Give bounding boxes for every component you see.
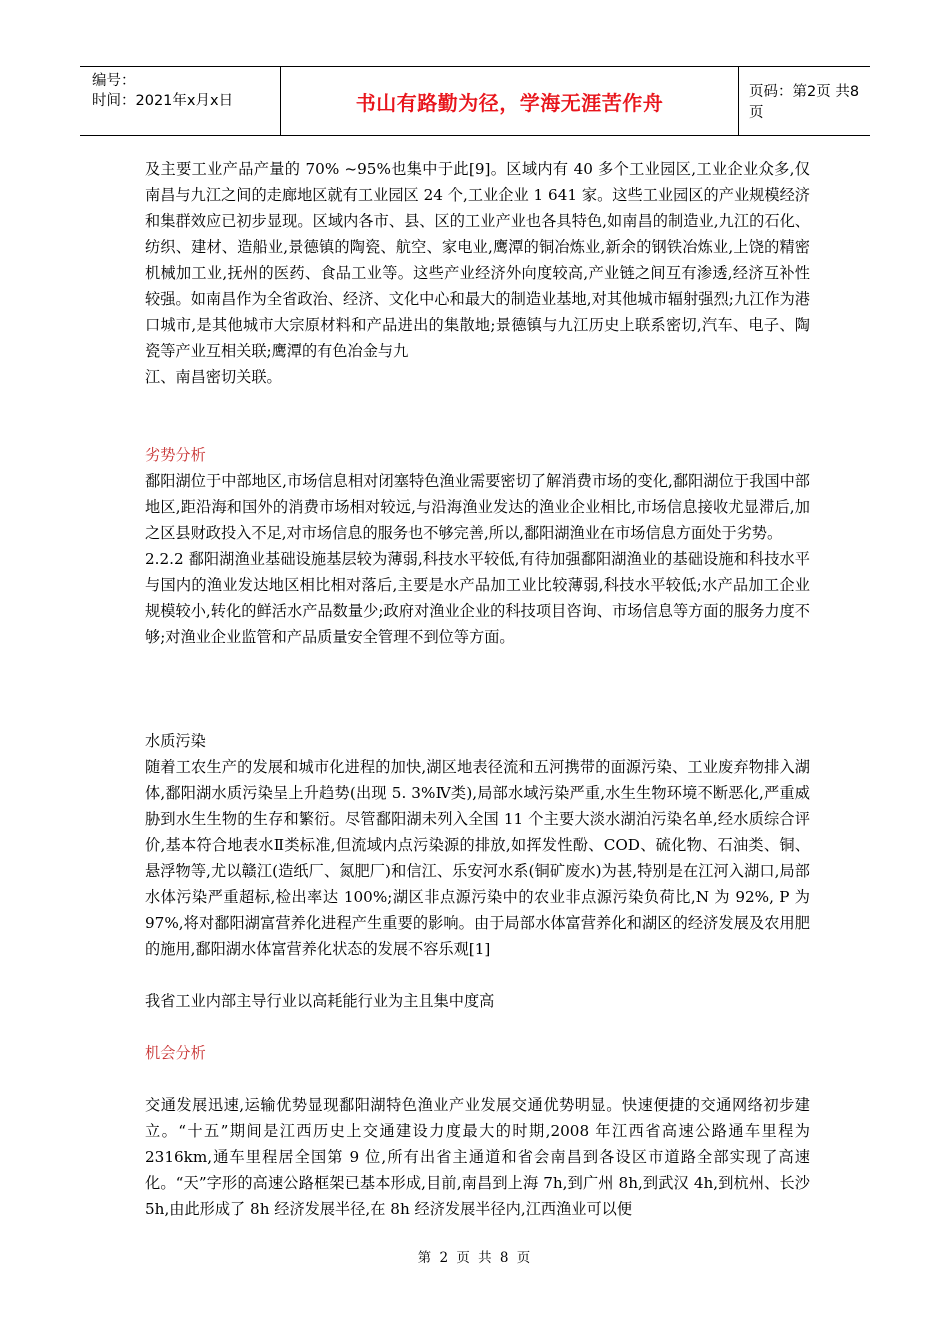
- header-motto: 书山有路勤为径，学海无涯苦作舟: [355, 90, 664, 115]
- header-page-cell: [739, 67, 870, 135]
- page-header-table: [80, 66, 870, 136]
- header-motto-cell: [281, 67, 739, 135]
- section-heading-water-pollution: 水质污染: [145, 732, 206, 750]
- section-heading-weakness: 劣势分析: [145, 446, 206, 464]
- document-date-label: 时间：2021年x月x日: [92, 93, 234, 109]
- document-body: [145, 156, 810, 1222]
- paragraph-industry-energy: 我省工业内部主导行业以高耗能行业为主且集中度高: [145, 992, 495, 1010]
- paragraph-industry: 及主要工业产品产量的 70% ~95%也集中于此[9]。区域内有 40 多个工业园区,工业企业众多,仅南昌与九江之间的走廊地区就有工业园区 24 个,工业企业 1 641 家。这些工业园区的产业规模经济和集群效应已初步显现。区域内各市、县、区的工业产业也各具特色,如南昌的制造业,九江的石化、纺织、建材、造船业,景德镇的陶瓷、航空、家电业,鹰潭的铜冶炼业,新余的钢铁冶炼业,上饶的精密机械加工业,抚州的医药、食品工业等。这些产业经济外向度较高,产业链之间互有渗透,经济互补性较强。如南昌作为全省政治、经济、文化中心和最大的制造业基地,对其他城市辐射强烈;九江作为港口城市,是其他城市大宗原材料和产品进出的集散地;景德镇与九江历史上联系密切,汽车、电子、陶瓷等产业互相关联;鹰潭的有色冶金与九: [145, 160, 810, 360]
- paragraph-infrastructure: 2.2.2 鄱阳湖渔业基础设施基层较为薄弱,科技水平较低,有待加强鄱阳湖渔业的基础设施和科技水平与国内的渔业发达地区相比相对落后,主要是水产品加工业比较薄弱,科技水平较低;水产品加工企业规模较小,转化的鲜活水产品数量少;政府对渔业企业的科技项目咨询、市场信息等方面的服务力度不够;对渔业企业监管和产品质量安全管理不到位等方面。: [145, 550, 810, 646]
- paragraph-water-pollution: 随着工农生产的发展和城市化进程的加快,湖区地表径流和五河携带的面源污染、工业废弃物排入湖体,鄱阳湖水质污染呈上升趋势(出现 5. 3%Ⅳ类),局部水域污染严重,水生生物环境不断恶化,严重威胁到水生生物的生存和繁衍。尽管鄱阳湖未列入全国 11 个主要大淡水湖泊污染名单,经水质综合评价,基本符合地表水Ⅱ类标准,但流域内点污染源的排放,如挥发性酚、COD、硫化物、石油类、铜、悬浮物等,尤以赣江(造纸厂、氮肥厂)和信江、乐安河水系(铜矿废水)为甚,特别是在江河入湖口,局部水体污染严重超标,检出率达 100%;湖区非点源污染中的农业非点源污染负荷比,N 为 92%, P 为 97%,将对鄱阳湖富营养化进程产生重要的影响。由于局部水体富营养化和湖区的经济发展及农用肥的施用,鄱阳湖水体富营养化状态的发展不容乐观[1]: [145, 758, 810, 958]
- paragraph-industry-continued: 江、南昌密切关联。: [145, 368, 282, 386]
- section-heading-opportunity: 机会分析: [145, 1044, 206, 1062]
- document-number-label: 编号：: [92, 73, 136, 89]
- paragraph-transport: 交通发展迅速,运输优势显现鄱阳湖特色渔业产业发展交通优势明显。快速便捷的交通网络初步建立。“十五”期间是江西历史上交通建设力度最大的时期,2008 年江西省高速公路通车里程为 2316km,通车里程居全国第 9 位,所有出省主通道和省会南昌到各设区市道路全部实现了高速化。“天”字形的高速公路框架已基本形成,目前,南昌到上海 7h,到广州 8h,到武汉 4h,到杭州、长沙 5h,由此形成了 8h 经济发展半径,在 8h 经济发展半径内,江西渔业可以便: [145, 1096, 810, 1218]
- header-meta-cell: [80, 67, 281, 135]
- page-footer: 第 2 页 共 8 页: [417, 1250, 533, 1266]
- header-page-number: 页码：第2页 共8页: [749, 84, 860, 121]
- paragraph-market-info: 鄱阳湖位于中部地区,市场信息相对闭塞特色渔业需要密切了解消费市场的变化,鄱阳湖位于我国中部地区,距沿海和国外的消费市场相对较远,与沿海渔业发达的渔业企业相比,市场信息接收尤显滞后,加之区县财政投入不足,对市场信息的服务也不够完善,所以,鄱阳湖渔业在市场信息方面处于劣势。: [145, 472, 810, 542]
